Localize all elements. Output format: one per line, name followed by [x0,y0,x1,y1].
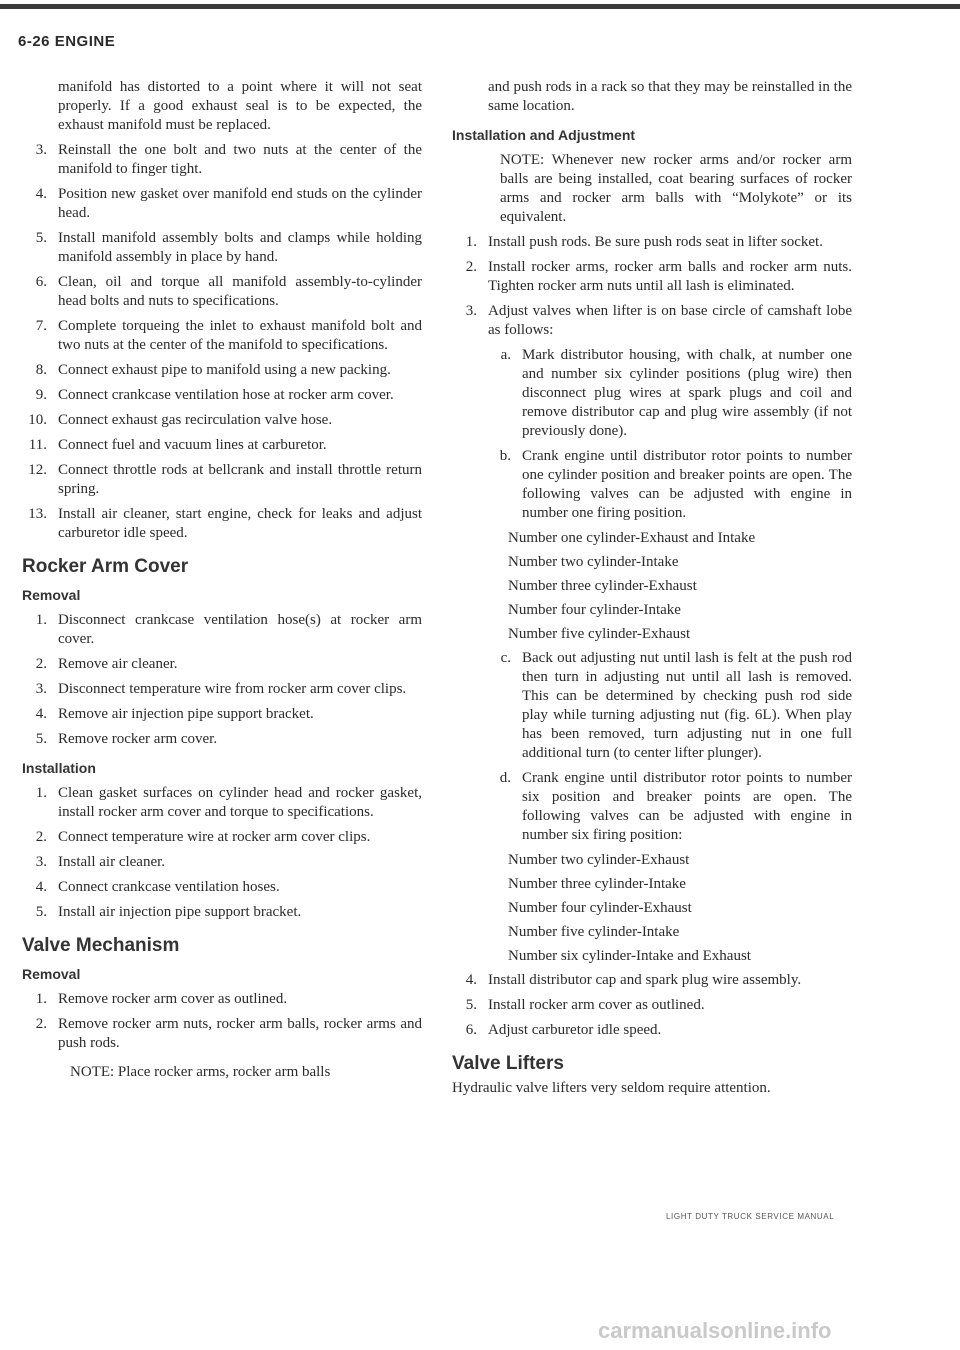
list-item [452,971,852,990]
step-text: Remove rocker arm cover. [58,731,218,747]
sub-step-letter: a. [500,347,511,363]
list-item [22,1015,422,1053]
step-text: Connect exhaust gas recirculation valve hose. [58,412,333,428]
step-number: 1. [465,234,477,250]
step-number: 5. [35,904,47,920]
step-text: Install rocker arms, rocker arm balls and rocker arm nuts. Tighten rocker arm nuts until all lash is eliminated. [488,259,852,294]
step-number: 10. [28,412,47,428]
list-item [22,505,422,543]
step-text: Complete torqueing the inlet to exhaust manifold bolt and two nuts at the center of the manifold to specifications. [58,318,422,353]
step-number: 9. [35,387,47,403]
step-number: 12. [28,462,47,478]
step-number: 11. [28,437,47,453]
list-item [22,705,422,724]
lifters-paragraph: Hydraulic valve lifters very seldom require attention. [452,1080,771,1096]
continued-paragraph: and push rods in a rack so that they may be reinstalled in the same location. [488,79,852,114]
list-item [22,828,422,847]
sub-step-c [488,649,852,763]
sub-step-letter: b. [499,448,511,464]
cylinder-line: Number four cylinder-Exhaust [508,900,692,916]
step-number: 5. [465,997,477,1013]
step-number: 2. [35,829,47,845]
list-item [22,878,422,897]
sub-step-text: Crank engine until distributor rotor points to number six position and breaker points are open. The following valves can be adjusted with engine in number six firing position: [522,770,852,843]
step-number: 5. [35,230,47,246]
step-text: Disconnect temperature wire from rocker arm cover clips. [58,681,407,697]
subsection-title-removal: Removal [22,587,81,603]
list-item [22,273,422,311]
cylinder-line: Number five cylinder-Intake [508,924,680,940]
list-item [22,229,422,267]
list-item [452,233,852,252]
valve-removal-list [22,990,422,1053]
step-text: Connect exhaust pipe to manifold using a new packing. [58,362,391,378]
rocker-removal-list [22,611,422,749]
step-text: Clean, oil and torque all manifold assembly-to-cylinder head bolts and nuts to specifications. [58,274,422,309]
sub-step-text: Crank engine until distributor rotor points to number one cylinder position and breaker points are open. The following valves can be adjusted with engine in number one firing position. [522,448,852,521]
subsection-title-installation: Installation [22,760,96,776]
list-item [22,903,422,922]
list-item [22,411,422,430]
step-number: 3. [35,142,47,158]
step-number: 5. [35,731,47,747]
step-number: 1. [35,785,47,801]
step-number: 2. [465,259,477,275]
list-item [22,611,422,649]
subsection-title-valve-removal: Removal [22,966,81,982]
step-number: 4. [465,972,477,988]
step-text: Install air cleaner. [58,854,166,870]
step-text: Adjust valves when lifter is on base circle of camshaft lobe as follows: [488,303,852,338]
step-number: 6. [465,1022,477,1038]
cylinder-line: Number one cylinder-Exhaust and Intake [508,530,756,546]
list-item [22,436,422,455]
continued-paragraph: manifold has distorted to a point where it will not seat properly. If a good exhaust seal is to be expected, the exhaust manifold must be replaced. [58,79,422,133]
step-text: Install air injection pipe support bracket. [58,904,302,920]
cylinder-line: Number six cylinder-Intake and Exhaust [508,948,751,964]
cylinder-line: Number two cylinder-Intake [508,554,679,570]
top-rule [0,4,960,9]
section-title-valve-mechanism: Valve Mechanism [22,935,180,956]
step-text: Remove air injection pipe support bracket. [58,706,314,722]
right-column [452,78,852,1098]
list-item [22,185,422,223]
sub-step-text: Mark distributor housing, with chalk, at number one and number six cylinder positions (plug wire) then disconnect plug wires at spark plugs and coil and remove distributor cap and plug wire assembly (if not previously done). [522,347,852,439]
sub-step-d [488,769,852,845]
list-item [452,1021,852,1040]
step-text: Connect crankcase ventilation hose at rocker arm cover. [58,387,394,403]
sub-step-a [488,346,852,441]
list-item [22,853,422,872]
section-title-valve-lifters: Valve Lifters [452,1053,564,1074]
cylinder-list-b [452,529,852,643]
cylinder-line: Number three cylinder-Exhaust [508,578,697,594]
step-number: 3. [465,303,477,319]
step-number: 7. [35,318,47,334]
step-text: Clean gasket surfaces on cylinder head and rocker gasket, install rocker arm cover and torque to specifications. [58,785,422,820]
list-item [22,361,422,380]
manifold-steps-list [22,141,422,543]
sub-step-letter: d. [499,770,511,786]
adjust-steps-list [452,233,852,340]
step-number: 3. [35,854,47,870]
step-text: Connect fuel and vacuum lines at carburetor. [58,437,327,453]
step-text: Install air cleaner, start engine, check for leaks and adjust carburetor idle speed. [58,506,422,541]
note-paragraph: NOTE: Place rocker arms, rocker arm balls [70,1064,331,1080]
step-number: 8. [35,362,47,378]
step-text: Remove rocker arm cover as outlined. [58,991,288,1007]
step-text: Connect temperature wire at rocker arm cover clips. [58,829,371,845]
list-item [452,258,852,296]
list-item [22,386,422,405]
step-text: Install manifold assembly bolts and clamps while holding manifold assembly in place by hand. [58,230,422,265]
step-text: Reinstall the one bolt and two nuts at the center of the manifold to finger tight. [58,142,422,177]
step-text: Remove air cleaner. [58,656,178,672]
step-text: Disconnect crankcase ventilation hose(s) at rocker arm cover. [58,612,422,647]
step-number: 13. [28,506,47,522]
step-number: 4. [35,186,47,202]
cylinder-line: Number four cylinder-Intake [508,602,681,618]
section-title-rocker-arm-cover: Rocker Arm Cover [22,556,189,577]
final-steps-list [452,971,852,1040]
step-text: Connect throttle rods at bellcrank and install throttle return spring. [58,462,422,497]
list-item [22,730,422,749]
step-number: 1. [35,612,47,628]
step-text: Remove rocker arm nuts, rocker arm balls, rocker arms and push rods. [58,1016,422,1051]
step-text: Connect crankcase ventilation hoses. [58,879,280,895]
cylinder-line: Number three cylinder-Intake [508,876,686,892]
note-paragraph: NOTE: Whenever new rocker arms and/or rocker arm balls are being installed, coat bearing surfaces of rocker arms and rocker arm balls with “Molykote” or its equivalent. [500,152,852,225]
rocker-install-list [22,784,422,922]
step-number: 3. [35,681,47,697]
page-header: 6-26 ENGINE [18,33,116,50]
list-item [452,996,852,1015]
step-text: Install rocker arm cover as outlined. [488,997,705,1013]
list-item [22,655,422,674]
step-text: Install push rods. Be sure push rods seat in lifter socket. [488,234,823,250]
list-item [22,141,422,179]
step-number: 4. [35,879,47,895]
step-number: 2. [35,1016,47,1032]
list-item [22,784,422,822]
step-number: 2. [35,656,47,672]
step-number: 6. [35,274,47,290]
list-item [22,317,422,355]
list-item [22,461,422,499]
manual-footer: LIGHT DUTY TRUCK SERVICE MANUAL [666,1212,835,1221]
list-item [22,680,422,699]
subsection-title-installation-adjustment: Installation and Adjustment [452,127,636,143]
step-text: Install distributor cap and spark plug wire assembly. [488,972,802,988]
list-item [452,302,852,340]
sub-step-b [488,447,852,523]
list-item [22,990,422,1009]
sub-step-letter: c. [500,650,511,666]
watermark: carmanualsonline.info [598,1318,832,1343]
step-text: Position new gasket over manifold end studs on the cylinder head. [58,186,422,221]
cylinder-list-d [452,851,852,965]
sub-step-text: Back out adjusting nut until lash is felt at the push rod then turn in adjusting nut until all lash is removed. This can be determined by checking push rod side play while turning adjusting nut (fig. 6L). When play has been removed, turn adjusting nut in one full additional turn (to center lifter plunger). [522,650,852,761]
left-column [22,78,422,1088]
step-number: 1. [35,991,47,1007]
cylinder-line: Number two cylinder-Exhaust [508,852,690,868]
step-text: Adjust carburetor idle speed. [488,1022,662,1038]
step-number: 4. [35,706,47,722]
cylinder-line: Number five cylinder-Exhaust [508,626,691,642]
